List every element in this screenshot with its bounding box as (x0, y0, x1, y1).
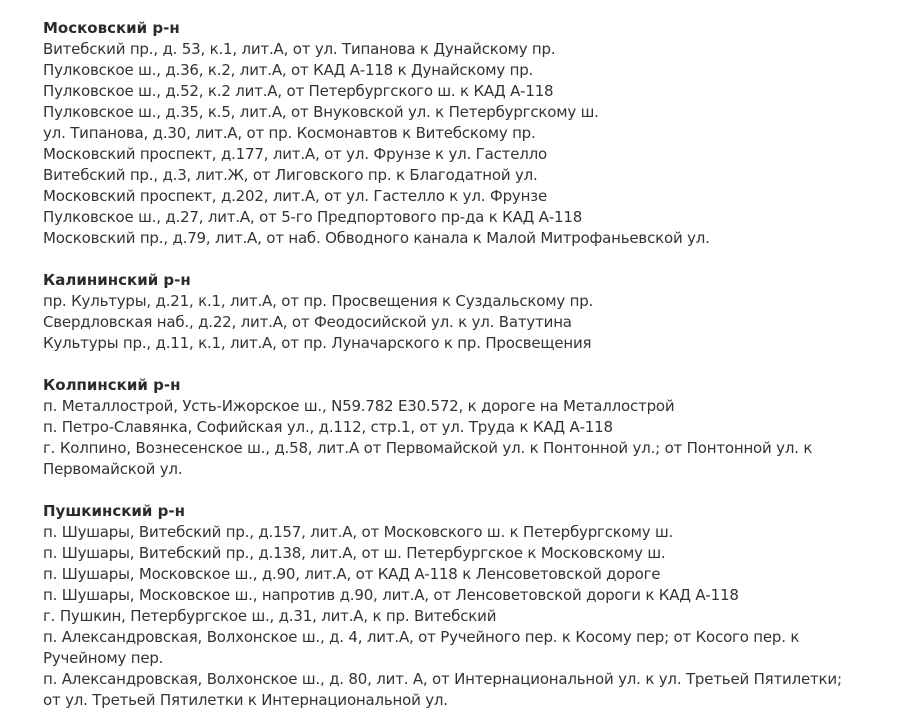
district-kalininsky (43, 270, 899, 354)
address-item: п. Петро-Славянка, Софийская ул., д.112, стр.1, от ул. Труда к КАД А-118 (43, 418, 613, 436)
address-list (43, 291, 899, 354)
address-item: Пулковское ш., д.36, к.2, лит.А, от КАД А-118 к Дунайскому пр. (43, 61, 534, 79)
address-item: Пулковское ш., д.52, к.2 лит.А, от Петербургского ш. к КАД А-118 (43, 82, 554, 100)
address-item: Пулковское ш., д.35, к.5, лит.А, от Внуковской ул. к Петербургскому ш. (43, 103, 599, 121)
address-item: п. Александровская, Волхонское ш., д. 4, лит.А, от Ручейного пер. к Косому пер; от Косого пер. к Ручейному пер. (43, 628, 800, 667)
address-item: г. Пушкин, Петербургское ш., д.31, лит.А, к пр. Витебский (43, 607, 497, 625)
address-item: Витебский пр., д. 53, к.1, лит.А, от ул. Типанова к Дунайскому пр. (43, 40, 556, 58)
address-item: Московский проспект, д.177, лит.А, от ул. Фрунзе к ул. Гастелло (43, 145, 547, 163)
district-title: Московский р-н (43, 19, 180, 37)
address-item: Свердловская наб., д.22, лит.А, от Феодосийской ул. к ул. Ватутина (43, 313, 572, 331)
address-item: Московский пр., д.79, лит.А, от наб. Обводного канала к Малой Митрофаньевской ул. (43, 229, 710, 247)
district-title: Пушкинский р-н (43, 502, 185, 520)
address-item: п. Александровская, Волхонское ш., д. 80, лит. А, от Интернациональной ул. к ул. Третьей Пятилетки; от ул. Третьей Пятилетки к Интернациональной ул. (43, 670, 842, 709)
district-moskovsky (43, 18, 899, 249)
address-list (43, 39, 899, 249)
district-title: Колпинский р-н (43, 376, 181, 394)
address-list (43, 396, 899, 480)
address-item: Культуры пр., д.11, к.1, лит.А, от пр. Луначарского к пр. Просвещения (43, 334, 592, 352)
address-item: г. Колпино, Вознесенское ш., д.58, лит.А от Первомайской ул. к Понтонной ул.; от Понтонной ул. к Первомайской ул. (43, 439, 813, 478)
district-kolpinsky (43, 375, 899, 480)
address-item: ул. Типанова, д.30, лит.А, от пр. Космонавтов к Витебскому пр. (43, 124, 536, 142)
address-item: п. Шушары, Витебский пр., д.138, лит.А, от ш. Петербургское к Московскому ш. (43, 544, 666, 562)
address-list (43, 522, 899, 711)
address-item: Пулковское ш., д.27, лит.А, от 5-го Предпортового пр-да к КАД А-118 (43, 208, 583, 226)
district-pushkinsky (43, 501, 899, 711)
address-item: п. Шушары, Московское ш., д.90, лит.А, от КАД А-118 к Ленсоветовской дороге (43, 565, 661, 583)
address-item: пр. Культуры, д.21, к.1, лит.А, от пр. Просвещения к Суздальскому пр. (43, 292, 594, 310)
district-title: Калининский р-н (43, 271, 191, 289)
address-item: п. Металлострой, Усть-Ижорское ш., N59.782 E30.572, к дороге на Металлострой (43, 397, 675, 415)
address-item: п. Шушары, Московское ш., напротив д.90, лит.А, от Ленсоветовской дороги к КАД А-118 (43, 586, 739, 604)
address-item: п. Шушары, Витебский пр., д.157, лит.А, от Московского ш. к Петербургскому ш. (43, 523, 674, 541)
address-item: Витебский пр., д.3, лит.Ж, от Лиговского пр. к Благодатной ул. (43, 166, 538, 184)
address-item: Московский проспект, д.202, лит.А, от ул. Гастелло к ул. Фрунзе (43, 187, 547, 205)
